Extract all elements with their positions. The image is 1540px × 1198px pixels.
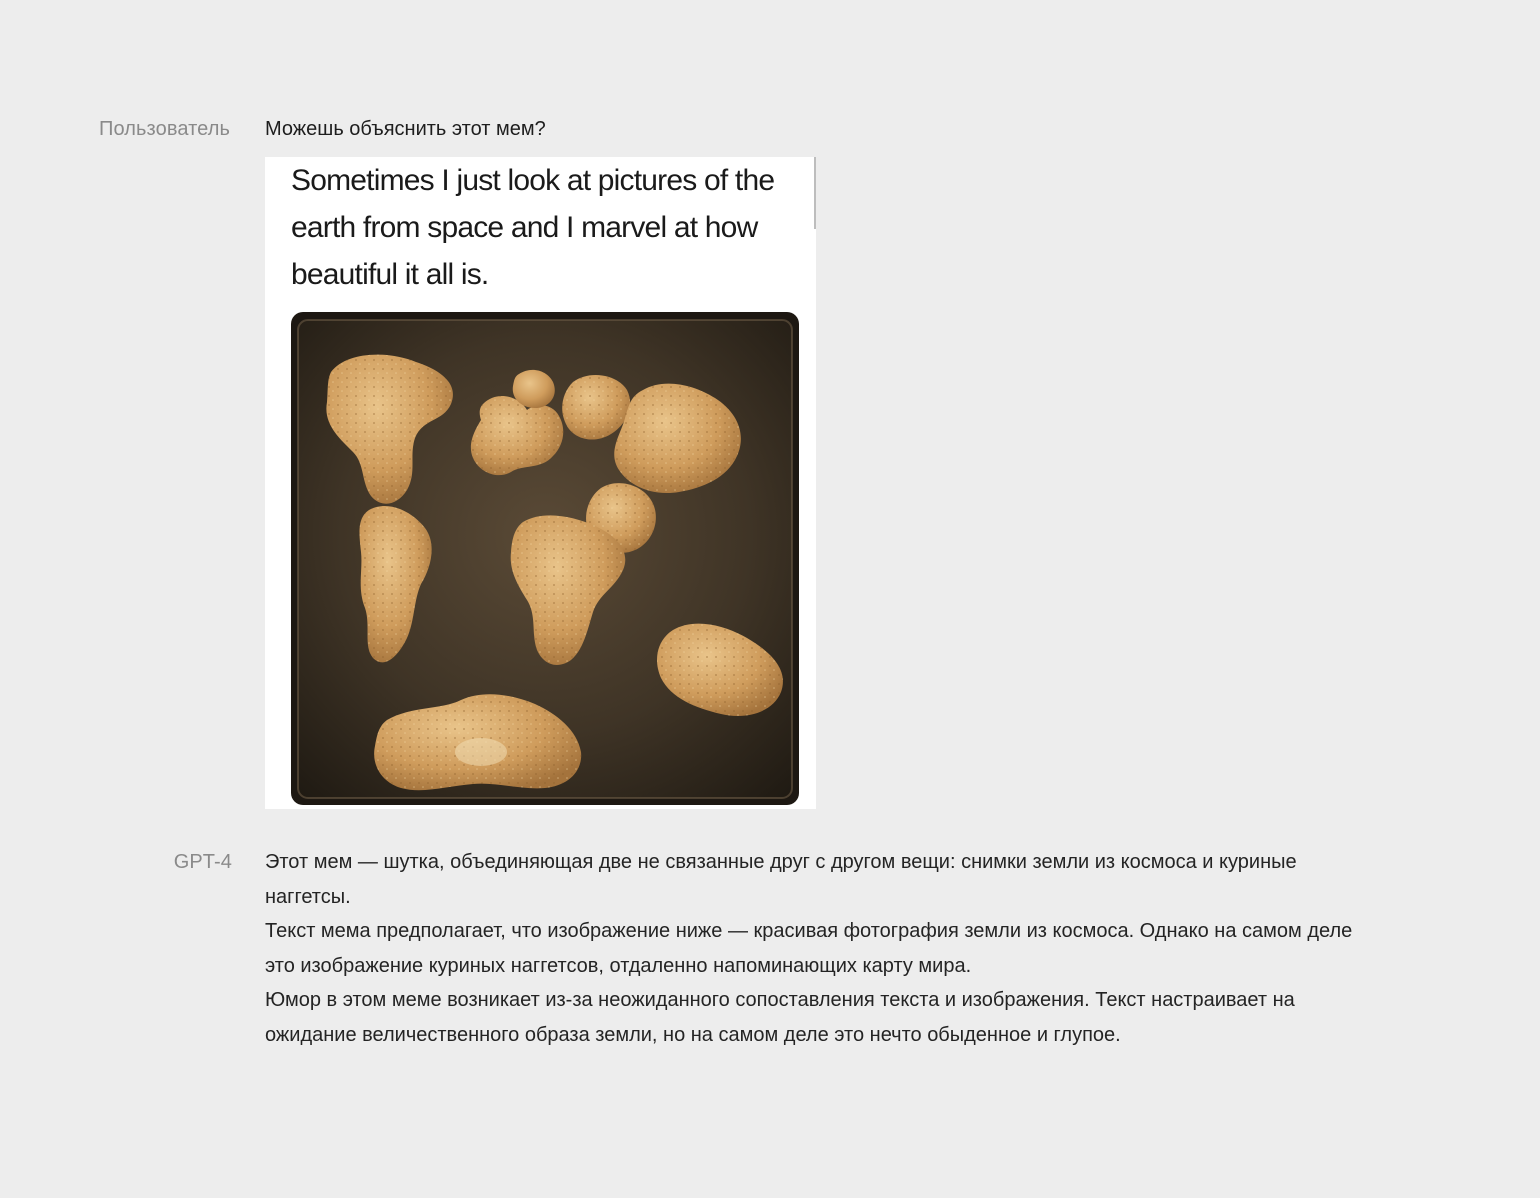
assistant-role-label: GPT-4 <box>173 851 232 873</box>
assistant-paragraph-3: Юмор в этом меме возникает из-за неожиданного сопоставления текста и изображения. Текст настраивает на ожидание величественного образа земли, но на самом деле это нечто обыденное и глупое. <box>265 989 1295 1046</box>
meme-edge-line <box>814 157 816 229</box>
assistant-paragraph-2: Текст мема предполагает, что изображение ниже — красивая фотография земли из космоса. Однако на самом деле это изображение куриных наггетсов, отдаленно напоминающих карту мира. <box>265 920 1353 977</box>
user-role-label: Пользователь <box>99 118 230 140</box>
assistant-message <box>265 845 1375 1053</box>
meme-image <box>265 157 816 809</box>
user-message: Можешь объяснить этот мем? <box>265 118 546 140</box>
nugget-tray-photo <box>291 312 799 805</box>
assistant-paragraph-1: Этот мем — шутка, объединяющая две не связанные друг с другом вещи: снимки земли из космоса и куриные наггетсы. <box>265 851 1297 908</box>
meme-caption: Sometimes I just look at pictures of the earth from space and I marvel at how beautiful it all is. <box>291 164 775 291</box>
